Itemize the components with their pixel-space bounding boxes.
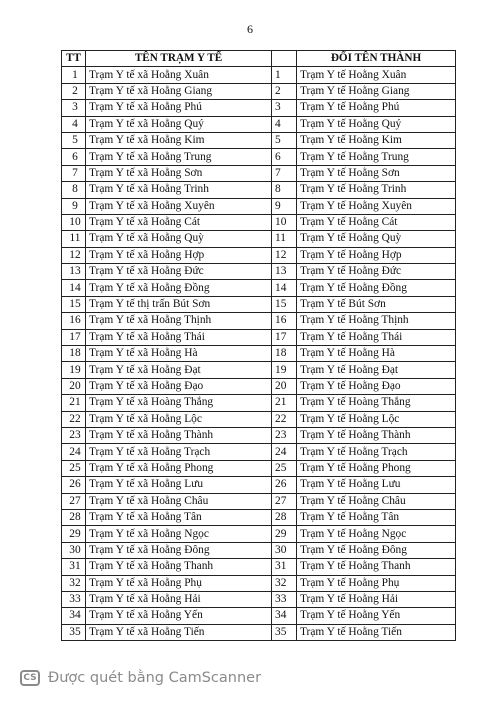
row-new-index: 1 xyxy=(272,67,297,83)
table-row xyxy=(62,132,456,148)
row-new-name: Trạm Y tế Hoằng Châu xyxy=(297,493,456,509)
table-row xyxy=(62,329,456,345)
table-row xyxy=(62,575,456,591)
row-station-name: Trạm Y tế xã Hoằng Đức xyxy=(86,264,272,280)
table-row xyxy=(62,542,456,558)
row-new-name: Trạm Y tế Hoằng Đạt xyxy=(297,362,456,378)
row-station-name: Trạm Y tế xã Hoằng Hà xyxy=(86,346,272,362)
row-new-index: 34 xyxy=(272,608,297,624)
row-new-index: 17 xyxy=(272,329,297,345)
header-station-name: TÊN TRẠM Y TẾ xyxy=(86,51,272,67)
row-index: 13 xyxy=(62,264,86,280)
table-row xyxy=(62,411,456,427)
row-new-index: 15 xyxy=(272,296,297,312)
row-new-name: Trạm Y tế Hoằng Lộc xyxy=(297,411,456,427)
row-station-name: Trạm Y tế xã Hoàng Thắng xyxy=(86,395,272,411)
row-new-name: Trạm Y tế Hoằng Đức xyxy=(297,264,456,280)
row-new-name: Trạm Y tế Hoằng Yến xyxy=(297,608,456,624)
row-station-name: Trạm Y tế xã Hoằng Thái xyxy=(86,329,272,345)
row-new-name: Trạm Y tế Hoằng Đạo xyxy=(297,378,456,394)
row-new-index: 2 xyxy=(272,83,297,99)
row-new-name: Trạm Y tế Hoằng Trinh xyxy=(297,182,456,198)
row-new-name: Trạm Y tế Hoằng Giang xyxy=(297,83,456,99)
row-station-name: Trạm Y tế xã Hoằng Lưu xyxy=(86,477,272,493)
row-station-name: Trạm Y tế xã Hoằng Xuân xyxy=(86,67,272,83)
row-index: 25 xyxy=(62,460,86,476)
row-station-name: Trạm Y tế xã Hoằng Thanh xyxy=(86,559,272,575)
row-new-index: 29 xyxy=(272,526,297,542)
row-index: 34 xyxy=(62,608,86,624)
row-index: 26 xyxy=(62,477,86,493)
row-index: 15 xyxy=(62,296,86,312)
row-station-name: Trạm Y tế xã Hoằng Đồng xyxy=(86,280,272,296)
row-index: 7 xyxy=(62,165,86,181)
row-new-name: Trạm Y tế Hoằng Trung xyxy=(297,149,456,165)
row-new-index: 23 xyxy=(272,427,297,443)
row-new-index: 19 xyxy=(272,362,297,378)
row-station-name: Trạm Y tế xã Hoằng Phú xyxy=(86,100,272,116)
camscanner-watermark xyxy=(20,667,261,689)
table-row xyxy=(62,83,456,99)
row-index: 27 xyxy=(62,493,86,509)
table-row xyxy=(62,346,456,362)
header-blank xyxy=(272,51,297,67)
row-station-name: Trạm Y tế xã Hoằng Quý xyxy=(86,116,272,132)
row-index: 29 xyxy=(62,526,86,542)
row-new-name: Trạm Y tế Hoằng Đông xyxy=(297,542,456,558)
row-new-index: 35 xyxy=(272,624,297,640)
row-index: 16 xyxy=(62,313,86,329)
row-station-name: Trạm Y tế xã Hoằng Hợp xyxy=(86,247,272,263)
row-station-name: Trạm Y tế xã Hoằng Phụ xyxy=(86,575,272,591)
row-new-index: 4 xyxy=(272,116,297,132)
row-index: 17 xyxy=(62,329,86,345)
row-station-name: Trạm Y tế xã Hoằng Tiến xyxy=(86,624,272,640)
row-station-name: Trạm Y tế xã Hoằng Yến xyxy=(86,608,272,624)
row-index: 31 xyxy=(62,559,86,575)
row-index: 32 xyxy=(62,575,86,591)
row-new-index: 21 xyxy=(272,395,297,411)
row-new-name: Trạm Y tế Hoằng Quỳ xyxy=(297,231,456,247)
table-row xyxy=(62,362,456,378)
table-row xyxy=(62,477,456,493)
row-new-name: Trạm Y tế Hoằng Hợp xyxy=(297,247,456,263)
row-index: 18 xyxy=(62,346,86,362)
table-row xyxy=(62,264,456,280)
row-station-name: Trạm Y tế xã Hoằng Đạt xyxy=(86,362,272,378)
row-station-name: Trạm Y tế xã Hoằng Hải xyxy=(86,591,272,607)
row-new-index: 18 xyxy=(272,346,297,362)
table-row xyxy=(62,559,456,575)
row-index: 2 xyxy=(62,83,86,99)
row-new-index: 24 xyxy=(272,444,297,460)
row-station-name: Trạm Y tế xã Hoằng Ngọc xyxy=(86,526,272,542)
row-index: 20 xyxy=(62,378,86,394)
row-station-name: Trạm Y tế xã Hoằng Quỳ xyxy=(86,231,272,247)
row-station-name: Trạm Y tế xã Hoằng Phong xyxy=(86,460,272,476)
row-new-index: 33 xyxy=(272,591,297,607)
row-index: 24 xyxy=(62,444,86,460)
row-index: 8 xyxy=(62,182,86,198)
row-station-name: Trạm Y tế xã Hoằng Trung xyxy=(86,149,272,165)
row-index: 23 xyxy=(62,427,86,443)
row-index: 5 xyxy=(62,132,86,148)
row-new-name: Trạm Y tế Hoằng Xuân xyxy=(297,67,456,83)
row-new-name: Trạm Y tế Hoằng Phú xyxy=(297,100,456,116)
table-row xyxy=(62,231,456,247)
table-row xyxy=(62,591,456,607)
row-new-name: Trạm Y tế Hoằng Thanh xyxy=(297,559,456,575)
row-new-name: Trạm Y tế Hoằng Sơn xyxy=(297,165,456,181)
row-new-name: Trạm Y tế Hoằng Hà xyxy=(297,346,456,362)
row-new-index: 8 xyxy=(272,182,297,198)
row-new-name: Trạm Y tế Hoằng Phụ xyxy=(297,575,456,591)
table-row xyxy=(62,165,456,181)
row-new-index: 27 xyxy=(272,493,297,509)
row-index: 3 xyxy=(62,100,86,116)
row-new-name: Trạm Y tế Hoằng Đồng xyxy=(297,280,456,296)
table-header-row xyxy=(62,51,456,67)
row-station-name: Trạm Y tế xã Hoằng Giang xyxy=(86,83,272,99)
row-station-name: Trạm Y tế xã Hoằng Trạch xyxy=(86,444,272,460)
row-station-name: Trạm Y tế xã Hoằng Châu xyxy=(86,493,272,509)
row-new-index: 6 xyxy=(272,149,297,165)
row-station-name: Trạm Y tế xã Hoằng Thành xyxy=(86,427,272,443)
row-index: 6 xyxy=(62,149,86,165)
row-station-name: Trạm Y tế xã Hoằng Đạo xyxy=(86,378,272,394)
table-row xyxy=(62,214,456,230)
row-new-index: 7 xyxy=(272,165,297,181)
table-row xyxy=(62,493,456,509)
table-row xyxy=(62,149,456,165)
row-new-index: 32 xyxy=(272,575,297,591)
row-index: 33 xyxy=(62,591,86,607)
row-new-index: 10 xyxy=(272,214,297,230)
row-new-name: Trạm Y tế Hoằng Xuyên xyxy=(297,198,456,214)
row-station-name: Trạm Y tế xã Hoằng Tân xyxy=(86,509,272,525)
table-row xyxy=(62,296,456,312)
row-station-name: Trạm Y tế xã Hoằng Sơn xyxy=(86,165,272,181)
row-index: 4 xyxy=(62,116,86,132)
row-index: 9 xyxy=(62,198,86,214)
header-new-name: ĐỔI TÊN THÀNH xyxy=(297,51,456,67)
row-index: 19 xyxy=(62,362,86,378)
row-new-name: Trạm Y tế Hoằng Lưu xyxy=(297,477,456,493)
row-new-name: Trạm Y tế Hoằng Cát xyxy=(297,214,456,230)
row-new-name: Trạm Y tế Hoằng Phong xyxy=(297,460,456,476)
table-row xyxy=(62,460,456,476)
row-station-name: Trạm Y tế xã Hoằng Xuyên xyxy=(86,198,272,214)
row-new-index: 12 xyxy=(272,247,297,263)
table-row xyxy=(62,67,456,83)
header-tt: TT xyxy=(62,51,86,67)
row-station-name: Trạm Y tế xã Hoằng Trinh xyxy=(86,182,272,198)
row-station-name: Trạm Y tế xã Hoằng Kim xyxy=(86,132,272,148)
row-index: 10 xyxy=(62,214,86,230)
row-station-name: Trạm Y tế xã Hoằng Đông xyxy=(86,542,272,558)
row-station-name: Trạm Y tế thị trấn Bút Sơn xyxy=(86,296,272,312)
row-index: 11 xyxy=(62,231,86,247)
row-new-name: Trạm Y tế Hoằng Quý xyxy=(297,116,456,132)
table-row xyxy=(62,509,456,525)
table-row xyxy=(62,378,456,394)
row-new-index: 30 xyxy=(272,542,297,558)
row-new-index: 25 xyxy=(272,460,297,476)
page-number: 6 xyxy=(247,22,253,36)
row-index: 28 xyxy=(62,509,86,525)
row-new-name: Trạm Y tế Hoằng Kim xyxy=(297,132,456,148)
row-new-index: 13 xyxy=(272,264,297,280)
health-station-table xyxy=(61,50,456,641)
row-new-index: 22 xyxy=(272,411,297,427)
table-row xyxy=(62,313,456,329)
table-row xyxy=(62,395,456,411)
row-station-name: Trạm Y tế xã Hoằng Lộc xyxy=(86,411,272,427)
row-new-name: Trạm Y tế Hoằng Thành xyxy=(297,427,456,443)
row-new-index: 16 xyxy=(272,313,297,329)
row-new-name: Trạm Y tế Hoằng Thái xyxy=(297,329,456,345)
row-station-name: Trạm Y tế xã Hoằng Thịnh xyxy=(86,313,272,329)
row-new-name: Trạm Y tế Hoàng Thắng xyxy=(297,395,456,411)
row-index: 35 xyxy=(62,624,86,640)
camscanner-logo-icon: CS xyxy=(20,670,40,686)
row-new-index: 9 xyxy=(272,198,297,214)
row-new-index: 14 xyxy=(272,280,297,296)
table-row xyxy=(62,182,456,198)
row-index: 14 xyxy=(62,280,86,296)
row-new-name: Trạm Y tế Hoằng Thịnh xyxy=(297,313,456,329)
row-new-name: Trạm Y tế Hoằng Tiến xyxy=(297,624,456,640)
row-new-index: 20 xyxy=(272,378,297,394)
row-new-name: Trạm Y tế Hoằng Hải xyxy=(297,591,456,607)
row-index: 22 xyxy=(62,411,86,427)
row-index: 30 xyxy=(62,542,86,558)
table-row xyxy=(62,198,456,214)
table-row xyxy=(62,100,456,116)
row-index: 12 xyxy=(62,247,86,263)
table-row xyxy=(62,247,456,263)
table-row xyxy=(62,526,456,542)
row-new-index: 26 xyxy=(272,477,297,493)
row-new-name: Trạm Y tế Hoằng Ngọc xyxy=(297,526,456,542)
table-row xyxy=(62,116,456,132)
table-row xyxy=(62,624,456,640)
row-new-index: 11 xyxy=(272,231,297,247)
row-new-name: Trạm Y tế Hoằng Tân xyxy=(297,509,456,525)
row-index: 1 xyxy=(62,67,86,83)
table-row xyxy=(62,608,456,624)
row-new-index: 5 xyxy=(272,132,297,148)
table-row xyxy=(62,280,456,296)
row-new-index: 31 xyxy=(272,559,297,575)
row-new-index: 28 xyxy=(272,509,297,525)
row-new-name: Trạm Y tế Bút Sơn xyxy=(297,296,456,312)
row-new-index: 3 xyxy=(272,100,297,116)
watermark-text: Được quét bằng CamScanner xyxy=(48,670,262,686)
table-row xyxy=(62,444,456,460)
row-station-name: Trạm Y tế xã Hoằng Cát xyxy=(86,214,272,230)
row-index: 21 xyxy=(62,395,86,411)
table-row xyxy=(62,427,456,443)
row-new-name: Trạm Y tế Hoằng Trạch xyxy=(297,444,456,460)
